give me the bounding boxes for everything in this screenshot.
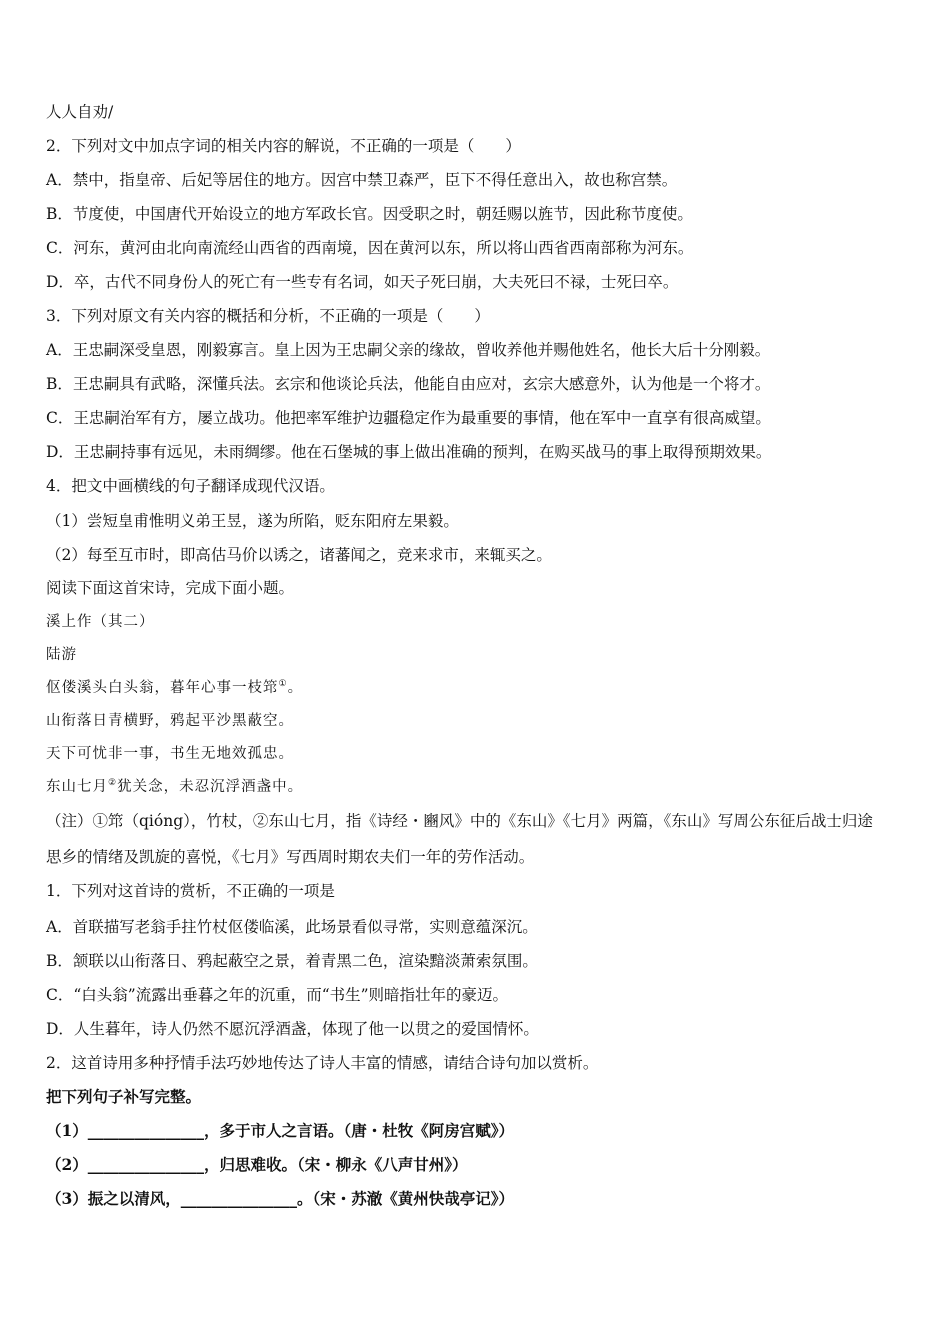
poem-line-4 — [46, 777, 303, 797]
question-2-option-c: C．河东，黄河由北向南流经山西省的西南境，因在黄河以东，所以将山西省西南部称为河东。 — [46, 239, 694, 257]
poem-note-line-2: 思乡的情绪及凯旋的喜悦，《七月》写西周时期农夫们一年的劳作活动。 — [46, 848, 535, 866]
text-line: 人人自劝/ — [46, 103, 114, 121]
question-3-option-c: C．王忠嗣治军有方，屡立战功。他把率军维护边疆稳定作为最重要的事情，他在军中一直享有很高威望。 — [46, 409, 771, 427]
fill-in-item-2: （2）_______________，归思难收。（宋・柳永《八声甘州》） — [46, 1155, 468, 1174]
poem-line-3: 天下可忧非一事，书生无地效孤忠。 — [46, 746, 294, 762]
poem-note-line-1: （注）①筇（qióng），竹杖，②东山七月，指《诗经・豳风》中的《东山》《七月》两篇，《东山》写周公东征后战士归途 — [46, 812, 873, 830]
question-3-option-b: B．王忠嗣具有武略，深懂兵法。玄宗和他谈论兵法，他能自由应对，玄宗大感意外，认为他是一个将才。 — [46, 375, 771, 393]
poem-line-2: 山衔落日青横野，鸦起平沙黑蔽空。 — [46, 713, 294, 729]
poem-line-1 — [46, 678, 303, 698]
poem-line-1-text: 伛偻溪头白头翁，暮年心事一枝筇 — [46, 680, 279, 696]
question-2-stem: 2．下列对文中加点字词的相关内容的解说，不正确的一项是（ ） — [46, 137, 521, 155]
question-3-option-a: A．王忠嗣深受皇恩，刚毅寡言。皇上因为王忠嗣父亲的缘故，曾收养他并赐他姓名，他长大后十分刚毅。 — [46, 341, 771, 359]
question-3-option-d: D．王忠嗣持事有远见，未雨绸缪。他在石堡城的事上做出准确的预判，在购买战马的事上取得预期效果。 — [46, 443, 772, 461]
fill-in-item-1: （1）_______________，多于市人之言语。（唐・杜牧《阿房宫赋》） — [46, 1121, 515, 1140]
question-4-stem: 4．把文中画横线的句子翻译成现代汉语。 — [46, 477, 335, 495]
question-2-option-d: D．卒，古代不同身份人的死亡有一些专有名词，如天子死曰崩，大夫死曰不禄，士死曰卒。 — [46, 273, 679, 291]
question-4-item-2: （2）每至互市时，即高估马价以诱之，诸蕃闻之，竞来求市，来辄买之。 — [46, 546, 552, 564]
poem-question-1-option-b: B．颔联以山衔落日、鸦起蔽空之景，着青黑二色，渲染黯淡萧索氛围。 — [46, 952, 538, 970]
poem-line-1-end: 。 — [287, 680, 304, 696]
poem-question-1-option-c: C．“白头翁”流露出垂暮之年的沉重，而“书生”则暗指壮年的豪迈。 — [46, 986, 509, 1004]
poem-question-1-stem: 1．下列对这首诗的赏析，不正确的一项是 — [46, 882, 335, 900]
poem-question-1-option-a: A．首联描写老翁手拄竹杖伛偻临溪，此场景看似寻常，实则意蕴深沉。 — [46, 918, 538, 936]
poem-title: 溪上作（其二） — [46, 614, 155, 630]
reading-intro: 阅读下面这首宋诗，完成下面小题。 — [46, 579, 295, 597]
question-2-option-b: B．节度使，中国唐代开始设立的地方军政长官。因受职之时，朝廷赐以旌节，因此称节度使。 — [46, 205, 693, 223]
footnote-mark-2: ② — [108, 778, 118, 789]
question-4-item-1: （1）尝短皇甫惟明义弟王昱，遂为所陷，贬东阳府左果毅。 — [46, 512, 459, 530]
poem-author: 陆游 — [46, 647, 77, 663]
poem-question-2-stem: 2．这首诗用多种抒情手法巧妙地传达了诗人丰富的情感，请结合诗句加以赏析。 — [46, 1054, 599, 1072]
poem-line-4-text-b: 犹关念，未忍沉浮酒盏中。 — [117, 779, 304, 795]
poem-line-4-text-a: 东山七月 — [46, 779, 108, 795]
poem-question-1-option-d: D．人生暮年，诗人仍然不愿沉浮酒盏，体现了他一以贯之的爱国情怀。 — [46, 1020, 539, 1038]
question-2-option-a: A．禁中，指皇帝、后妃等居住的地方。因宫中禁卫森严，臣下不得任意出入，故也称宫禁。 — [46, 171, 678, 189]
footnote-mark-1: ① — [278, 679, 288, 690]
question-3-stem: 3．下列对原文有关内容的概括和分析，不正确的一项是（ ） — [46, 307, 490, 325]
fill-in-item-3: （3）振之以清风，_______________。（宋・苏澈《黄州快哉亭记》） — [46, 1189, 515, 1208]
fill-in-title: 把下列句子补写完整。 — [46, 1087, 202, 1106]
